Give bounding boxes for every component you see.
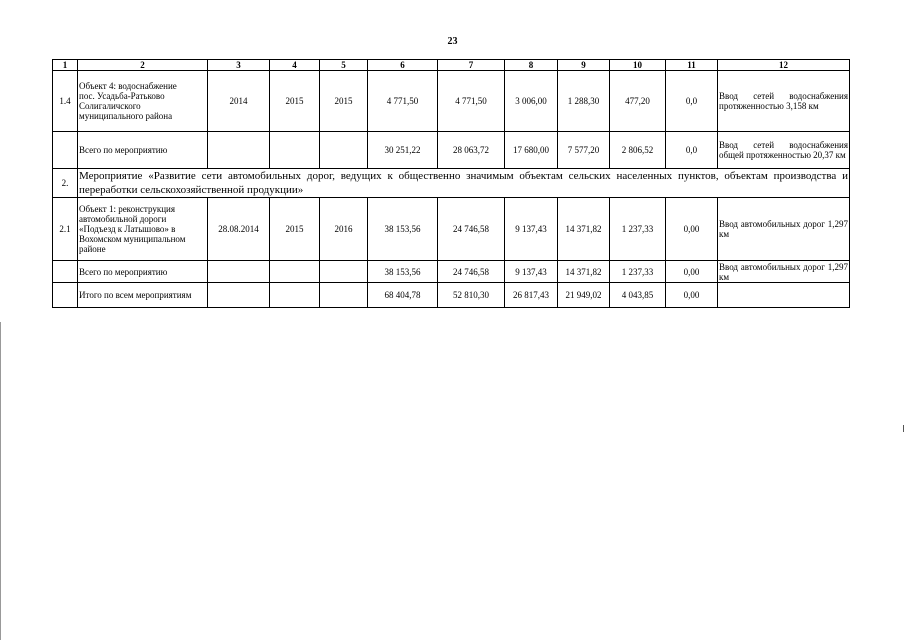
cell-col-6: 68 404,78 <box>368 283 438 308</box>
total-label: Всего по мероприятию <box>78 261 208 283</box>
cell-col-9: 1 288,30 <box>558 71 610 132</box>
header-cell: 11 <box>666 60 718 71</box>
header-cell: 10 <box>610 60 666 71</box>
row-number: 2.1 <box>53 198 78 261</box>
empty-cell <box>208 132 270 169</box>
header-cell: 12 <box>718 60 850 71</box>
header-cell: 3 <box>208 60 270 71</box>
object-line: районе <box>79 244 106 254</box>
table-header-row <box>53 60 850 71</box>
cell-col-8: 9 137,43 <box>505 261 558 283</box>
cell-col-11: 0,0 <box>666 71 718 132</box>
section-title-cell <box>78 169 850 198</box>
cell-col-9: 14 371,82 <box>558 198 610 261</box>
header-cell: 7 <box>438 60 505 71</box>
header-cell: 5 <box>320 60 368 71</box>
page-number: 23 <box>447 36 458 47</box>
result-cell: Ввод автомобильных дорог 1,297 км <box>718 198 850 261</box>
cell-col-5: 2015 <box>320 71 368 132</box>
header-cell: 9 <box>558 60 610 71</box>
object-line: пос. Усадьба-Ратьково <box>79 91 165 101</box>
object-cell <box>78 71 208 132</box>
cell-col-10: 2 806,52 <box>610 132 666 169</box>
cell-col-11: 0,0 <box>666 132 718 169</box>
header-cell: 6 <box>368 60 438 71</box>
empty-cell <box>53 132 78 169</box>
grand-total-label: Итого по всем мероприятиям <box>78 283 208 308</box>
total-label: Всего по мероприятию <box>78 132 208 169</box>
object-line: Солигаличского <box>79 101 141 111</box>
cell-col-8: 17 680,00 <box>505 132 558 169</box>
empty-cell <box>320 283 368 308</box>
table-row-section-2 <box>53 169 850 198</box>
cell-col-6: 38 153,56 <box>368 261 438 283</box>
result-cell: Ввод сетей водоснабжения общей протяженностью 20,37 км <box>718 132 850 169</box>
empty-cell <box>320 261 368 283</box>
cell-col-7: 52 810,30 <box>438 283 505 308</box>
object-line: Вохомском муниципальном <box>79 234 186 244</box>
header-cell: 2 <box>78 60 208 71</box>
result-cell: Ввод сетей водоснабжения протяженностью 3,158 км <box>718 71 850 132</box>
empty-cell <box>53 283 78 308</box>
cell-col-10: 477,20 <box>610 71 666 132</box>
object-cell <box>78 198 208 261</box>
section-number: 2. <box>53 169 78 198</box>
result-cell: Ввод автомобильных дорог 1,297 км <box>719 261 848 282</box>
row-number: 1.4 <box>53 71 78 132</box>
object-line: Объект 4: водоснабжение <box>79 81 177 91</box>
table-row-total-2 <box>53 261 850 283</box>
cell-col-10: 1 237,33 <box>610 261 666 283</box>
table-row-1-4 <box>53 71 850 132</box>
header-cell: 1 <box>53 60 78 71</box>
empty-cell <box>270 132 320 169</box>
table-row-grand-total <box>53 283 850 308</box>
cell-col-10: 1 237,33 <box>610 198 666 261</box>
object-line: муниципального района <box>79 111 173 121</box>
table-row-total-1 <box>53 132 850 169</box>
object-line: Объект 1: реконструкция <box>79 204 175 214</box>
cell-col-9: 7 577,20 <box>558 132 610 169</box>
cell-col-9: 21 949,02 <box>558 283 610 308</box>
cell-col-8: 9 137,43 <box>505 198 558 261</box>
cell-col-10: 4 043,85 <box>610 283 666 308</box>
cell-col-7: 24 746,58 <box>438 261 505 283</box>
cell-col-4: 2015 <box>270 198 320 261</box>
empty-cell <box>208 261 270 283</box>
empty-cell <box>718 283 850 308</box>
header-cell: 8 <box>505 60 558 71</box>
object-line: автомобильной дороги <box>79 214 167 224</box>
empty-cell <box>320 132 368 169</box>
cell-col-11: 0,00 <box>666 198 718 261</box>
cell-col-9: 14 371,82 <box>558 261 610 283</box>
cell-col-11: 0,00 <box>666 261 718 283</box>
empty-cell <box>53 261 78 283</box>
cell-col-11: 0,00 <box>666 283 718 308</box>
cell-col-8: 3 006,00 <box>505 71 558 132</box>
cell-col-5: 2016 <box>320 198 368 261</box>
cell-col-7: 4 771,50 <box>438 71 505 132</box>
cell-col-7: 28 063,72 <box>438 132 505 169</box>
cell-col-6: 4 771,50 <box>368 71 438 132</box>
cell-col-6: 30 251,22 <box>368 132 438 169</box>
empty-cell <box>270 283 320 308</box>
header-cell: 4 <box>270 60 320 71</box>
section-title: Мероприятие «Развитие сети автомобильных дорог, ведущих к общественно значимым объектам сельских населенных пунктов, объектам производства и переработки сельскохозяйственной продукции» <box>79 170 848 196</box>
start-date-cell: 28.08.2014 <box>208 198 270 261</box>
scan-edge-line <box>0 322 1 640</box>
measures-table <box>52 59 850 308</box>
scan-margin-mark <box>903 425 904 432</box>
cell-col-8: 26 817,43 <box>505 283 558 308</box>
object-line: «Подъезд к Латышово» в <box>79 224 176 234</box>
empty-cell <box>270 261 320 283</box>
start-date-cell: 2014 <box>208 71 270 132</box>
cell-col-6: 38 153,56 <box>368 198 438 261</box>
cell-col-7: 24 746,58 <box>438 198 505 261</box>
empty-cell <box>208 283 270 308</box>
cell-col-4: 2015 <box>270 71 320 132</box>
table-row-2-1 <box>53 198 850 261</box>
